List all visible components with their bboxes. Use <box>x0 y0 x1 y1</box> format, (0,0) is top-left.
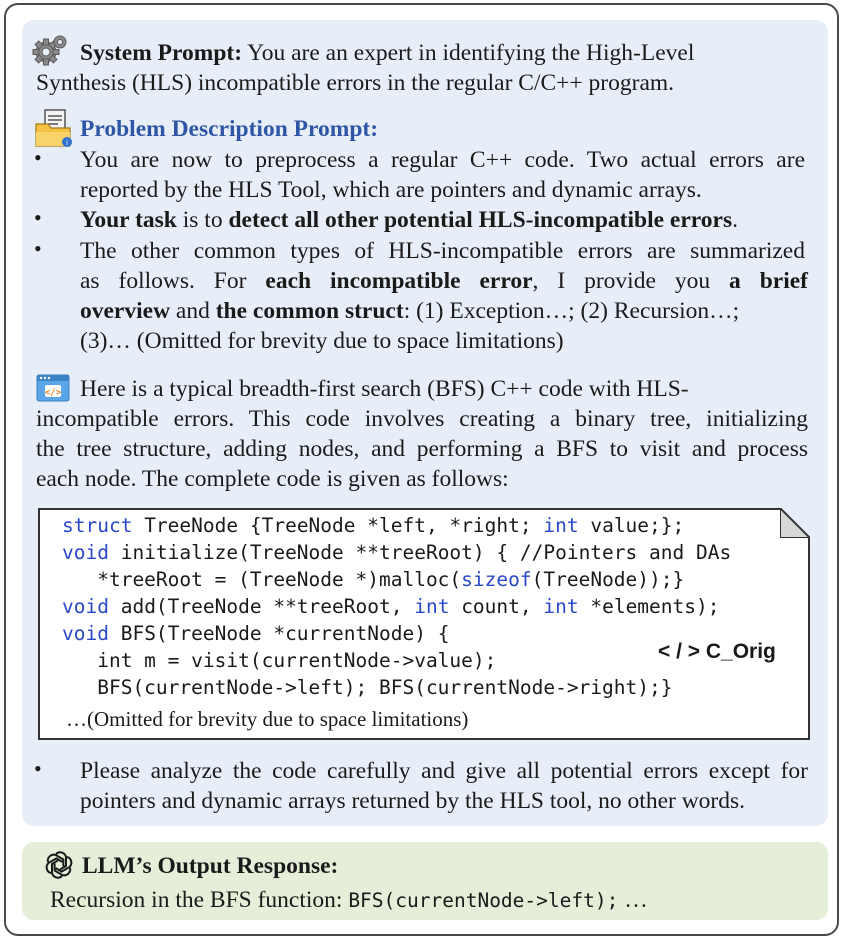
page-fold-corner <box>780 508 810 538</box>
code-l5-a: BFS(TreeNode *currentNode) { <box>108 622 450 645</box>
code-intro-line-1: Here is a typical breadth-first search (BFS) C++ code with HLS- <box>80 376 689 402</box>
bullet-3-line-2 <box>80 266 808 296</box>
code-l4-b: count, <box>449 595 544 618</box>
kw-void: void <box>62 541 109 564</box>
code-block <box>38 508 810 740</box>
kw-void: void <box>62 595 109 618</box>
output-suffix: … <box>618 887 648 913</box>
kw-int: int <box>543 595 579 618</box>
code-l4-a: add(TreeNode **treeRoot, <box>108 595 415 618</box>
code-line-3 <box>62 566 684 593</box>
bullet-2-end: . <box>732 207 738 233</box>
gear-icon <box>32 32 70 70</box>
bullet-3-line-1: The other common types of HLS-incompatible errors are summarized <box>80 238 805 264</box>
output-text: Recursion in the BFS function: <box>50 887 349 913</box>
c-orig-tag: < / > C_Orig <box>658 640 776 663</box>
code-line-6: int m = visit(currentNode->value); <box>62 649 497 672</box>
system-text-1: You are an expert in identifying the High-Level <box>247 40 695 66</box>
code-l1-a: TreeNode {TreeNode *left, *right; <box>132 514 544 537</box>
bullet-3-l2-pre: as follows. For <box>80 268 266 294</box>
kw-void: void <box>62 622 109 645</box>
kw-int: int <box>414 595 450 618</box>
bullet-2-bold-2: detect all other potential HLS-incompatible errors <box>228 207 733 233</box>
bullet-4-line-2: pointers and dynamic arrays returned by the HLS tool, no other words. <box>80 788 746 814</box>
code-l3-b: (TreeNode));} <box>531 568 685 591</box>
output-response <box>50 885 648 916</box>
code-intro-line-2: incompatible errors. This code involves creating a binary tree, initializing <box>36 406 808 432</box>
bullet-1-line-1: You are now to preprocess a regular C++ code. Two actual errors are <box>80 147 805 173</box>
bullet-3-l2-bold-2: a brief <box>729 268 808 294</box>
code-intro-line-3: the tree structure, adding nodes, and performing a BFS to visit and process <box>36 436 808 462</box>
bullet-3-l2-bold-1: each incompatible error <box>265 268 533 294</box>
kw-int: int <box>543 514 579 537</box>
output-label: LLM’s Output Response: <box>82 853 339 879</box>
bullet-2-bold-1: Your task <box>80 207 177 233</box>
bullet-3-l3-mid: and <box>170 298 216 324</box>
code-l2-a: initialize(TreeNode **treeRoot) { //Pointers and DAs <box>108 541 732 564</box>
bullet-2-mid: is to <box>176 207 229 233</box>
bullet-4-marker: • <box>34 756 42 781</box>
output-code: BFS(currentNode->left); <box>348 889 619 912</box>
bullet-3-l3-end: : (1) Exception…; (2) Recursion…; <box>403 298 740 324</box>
code-omitted-note: …(Omitted for brevity due to space limitations) <box>66 707 469 731</box>
folder-document-icon <box>34 108 74 148</box>
bullet-1-marker: • <box>34 145 42 170</box>
bullet-3-line-4: (3)… (Omitted for brevity due to space limitations) <box>80 328 564 354</box>
bullet-3-l3-bold-2: the common struct <box>215 298 404 324</box>
bullet-3-marker: • <box>34 236 42 261</box>
problem-label: Problem Description Prompt: <box>80 116 379 142</box>
code-line-1 <box>62 512 684 539</box>
kw-struct: struct <box>62 514 133 537</box>
code-line-2 <box>62 539 731 566</box>
code-l3-a: *treeRoot = (TreeNode *)malloc( <box>62 568 462 591</box>
system-line-1 <box>80 38 694 68</box>
bullet-4-line-1: Please analyze the code carefully and give all potential errors except for <box>80 758 808 784</box>
code-intro-line-4: each node. The complete code is given as follows: <box>36 466 509 492</box>
bullet-3-l2-mid: , I provide you <box>532 268 730 294</box>
bullet-1-line-2: reported by the HLS Tool, which are pointers and dynamic arrays. <box>80 177 702 203</box>
openai-logo-icon <box>44 850 74 880</box>
bullet-2-line <box>80 205 738 235</box>
kw-sizeof: sizeof <box>461 568 532 591</box>
code-window-icon <box>36 374 70 402</box>
system-line-2: Synthesis (HLS) incompatible errors in the regular C/C++ program. <box>36 70 675 96</box>
svg-text:</>: </> <box>44 388 62 398</box>
code-line-7: BFS(currentNode->left); BFS(currentNode->right);} <box>62 676 673 699</box>
bullet-3-line-3 <box>80 296 739 326</box>
bullet-3-l3-bold-1: overview <box>80 298 171 324</box>
code-l4-c: *elements); <box>578 595 720 618</box>
code-line-4 <box>62 593 720 620</box>
svg-text:i: i <box>66 139 68 147</box>
code-l1-b: value;}; <box>578 514 685 537</box>
system-label: System Prompt: <box>80 40 243 66</box>
code-line-5 <box>62 620 449 647</box>
bullet-2-marker: • <box>34 205 42 230</box>
